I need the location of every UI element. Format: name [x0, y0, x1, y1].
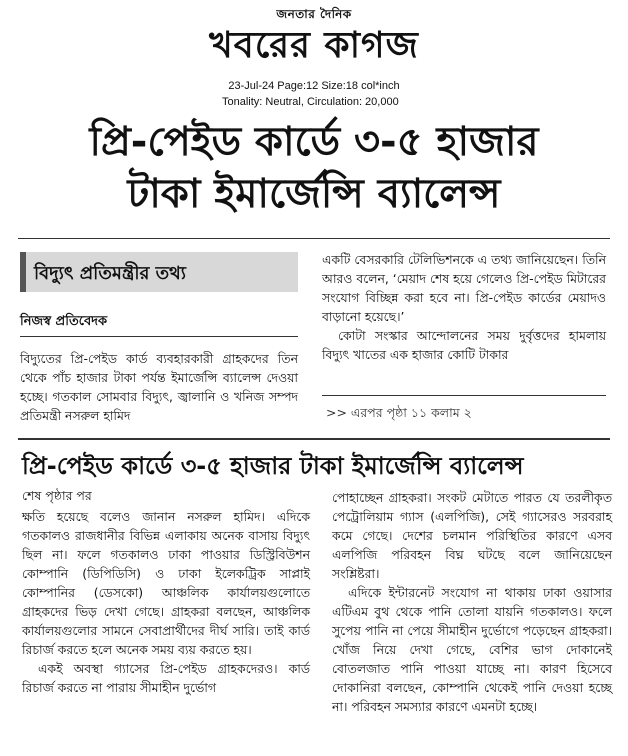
main-headline	[10, 116, 618, 220]
clipping-meta-date: 23-Jul-24 Page:12 Size:18 col*inch	[228, 80, 400, 92]
continuation-left-paragraph-2: একই অবস্থা গ্যাসের প্রি-পেইড গ্রাহকদেরও। কার্ড রিচার্জ করতে না পারায় সীমাহীন দুর্ভোগ	[22, 661, 310, 695]
continuation-left-paragraph-1: ক্ষতি হয়েছে বলেও জানান নসরুল হামিদ। এদিকে গতকালও রাজধানীর বিভিন্ন এলাকায় অনেক বাসায় বিদ্যুৎ ছিল না। ফলে গতকালও ঢাকা পাওয়ার ডিস্ট্রিবিউশন কোম্পানি (ডিপিডিসি) ও ঢাকা ইলেকট্রিক সাপ্লাই কোম্পানির (ডেসকো) আঞ্চলিক কার্যালয়গুলোতে গ্রাহকদের ভিড় দেখা গেছে। গ্রাহকরা বলছেন, আঞ্চলিক কার্যালয়গুলোর সামনে সেবাপ্রার্থীদের দীর্ঘ সারি। তাই কার্ড রিচার্জ করতে হলে অনেক সময় ব্যয় করতে হয়।	[22, 509, 310, 657]
headline-divider	[18, 238, 610, 239]
lead-right-paragraph-1: একটি বেসরকারি টেলিভিশনকে এ তথ্য জানিয়েছেন। তিনি আরও বলেন, ‘মেয়াদ শেষ হয়ে গেলেও প্রি-পেইড মিটারের সংযোগ বিচ্ছিন্ন করা হবে না। প্রি-পেইড কার্ডের মেয়াদও বাড়ানো হয়েছে।’	[322, 252, 606, 324]
lead-paragraph-left: বিদ্যুতের প্রি-পেইড কার্ড ব্যবহারকারী গ্রাহকদের তিন থেকে পাঁচ হাজার টাকা পর্যন্ত ইমার্জেন্সি ব্যালেন্স দেওয়া হচ্ছে। গতকাল সোমবার বিদ্যুৎ, জ্বালানি ও খনিজ সম্পদ প্রতিমন্ত্রী নসরুল হামিদ	[20, 351, 298, 423]
lead-right-paragraph-2: কোটা সংস্কার আন্দোলনের সময় দুর্বৃত্তদের হামলায় বিদ্যুৎ খাতের এক হাজার কোটি টাকার	[322, 328, 606, 362]
section-divider	[18, 438, 610, 440]
byline-divider	[20, 336, 298, 337]
jump-label: শেষ পৃষ্ঠার পর	[22, 488, 92, 503]
clipping-meta-tonality: Tonality: Neutral, Circulation: 20,000	[222, 96, 399, 108]
subhead-text: বিদ্যুৎ প্রতিমন্ত্রীর তথ্য	[34, 263, 187, 284]
masthead-title: খবরের কাগজ	[209, 25, 419, 66]
lead-column-right	[322, 250, 606, 364]
main-headline-line2: টাকা ইমার্জেন্সি ব্যালেন্স	[127, 171, 501, 217]
continuation-column-left	[22, 507, 310, 697]
continuation-right-paragraph-2: এদিকে ইন্টারনেট সংযোগ না থাকায় ঢাকা ওয়াসার এটিএম বুথ থেকে পানি তোলা যায়নি গতকালও। ফলে সুপেয় পানি না পেয়ে সীমাহীন দুর্ভোগে পড়েছেন গ্রাহকরা। খোঁজ নিয়ে দেখা গেছে, বেশির ভাগ দোকানেই বোতলজাত পানি পাওয়া যাচ্ছে না। কারণ হিসেবে দোকানিরা বলছেন, কোম্পানি থেকেই পানি দেওয়া হচ্ছে না। পরিবহন সমস্যার কারণে এমনটা হচ্ছে।	[332, 585, 612, 714]
continuation-headline: প্রি-পেইড কার্ডে ৩-৫ হাজার টাকা ইমার্জেন্সি ব্যালেন্স	[22, 452, 524, 480]
continuation-column-right	[332, 488, 612, 716]
continuation-right-paragraph-1: পোহাচ্ছেন গ্রাহকরা। সংকট মেটাতে পারত যে তরলীকৃত পেট্রোলিয়াম গ্যাস (এলপিজি), সেই গ্যাসেরও সরবরাহ কমে গেছে। দেশের চলমান পরিস্থিতির কারণে এসব এলপিজি পরিবহন বিঘ্ন ঘটছে বলে জানিয়েছেন সংশ্লিষ্টরা।	[332, 490, 612, 581]
masthead-tagline: জনতার দৈনিক	[276, 7, 352, 21]
continue-divider	[322, 395, 606, 396]
byline: নিজস্ব প্রতিবেদক	[20, 314, 108, 329]
continue-jump-line: >> এরপর পৃষ্ঠা ১১ কলাম ২	[326, 405, 472, 420]
main-headline-line1: প্রি-পেইড কার্ডে ৩-৫ হাজার	[89, 119, 539, 165]
